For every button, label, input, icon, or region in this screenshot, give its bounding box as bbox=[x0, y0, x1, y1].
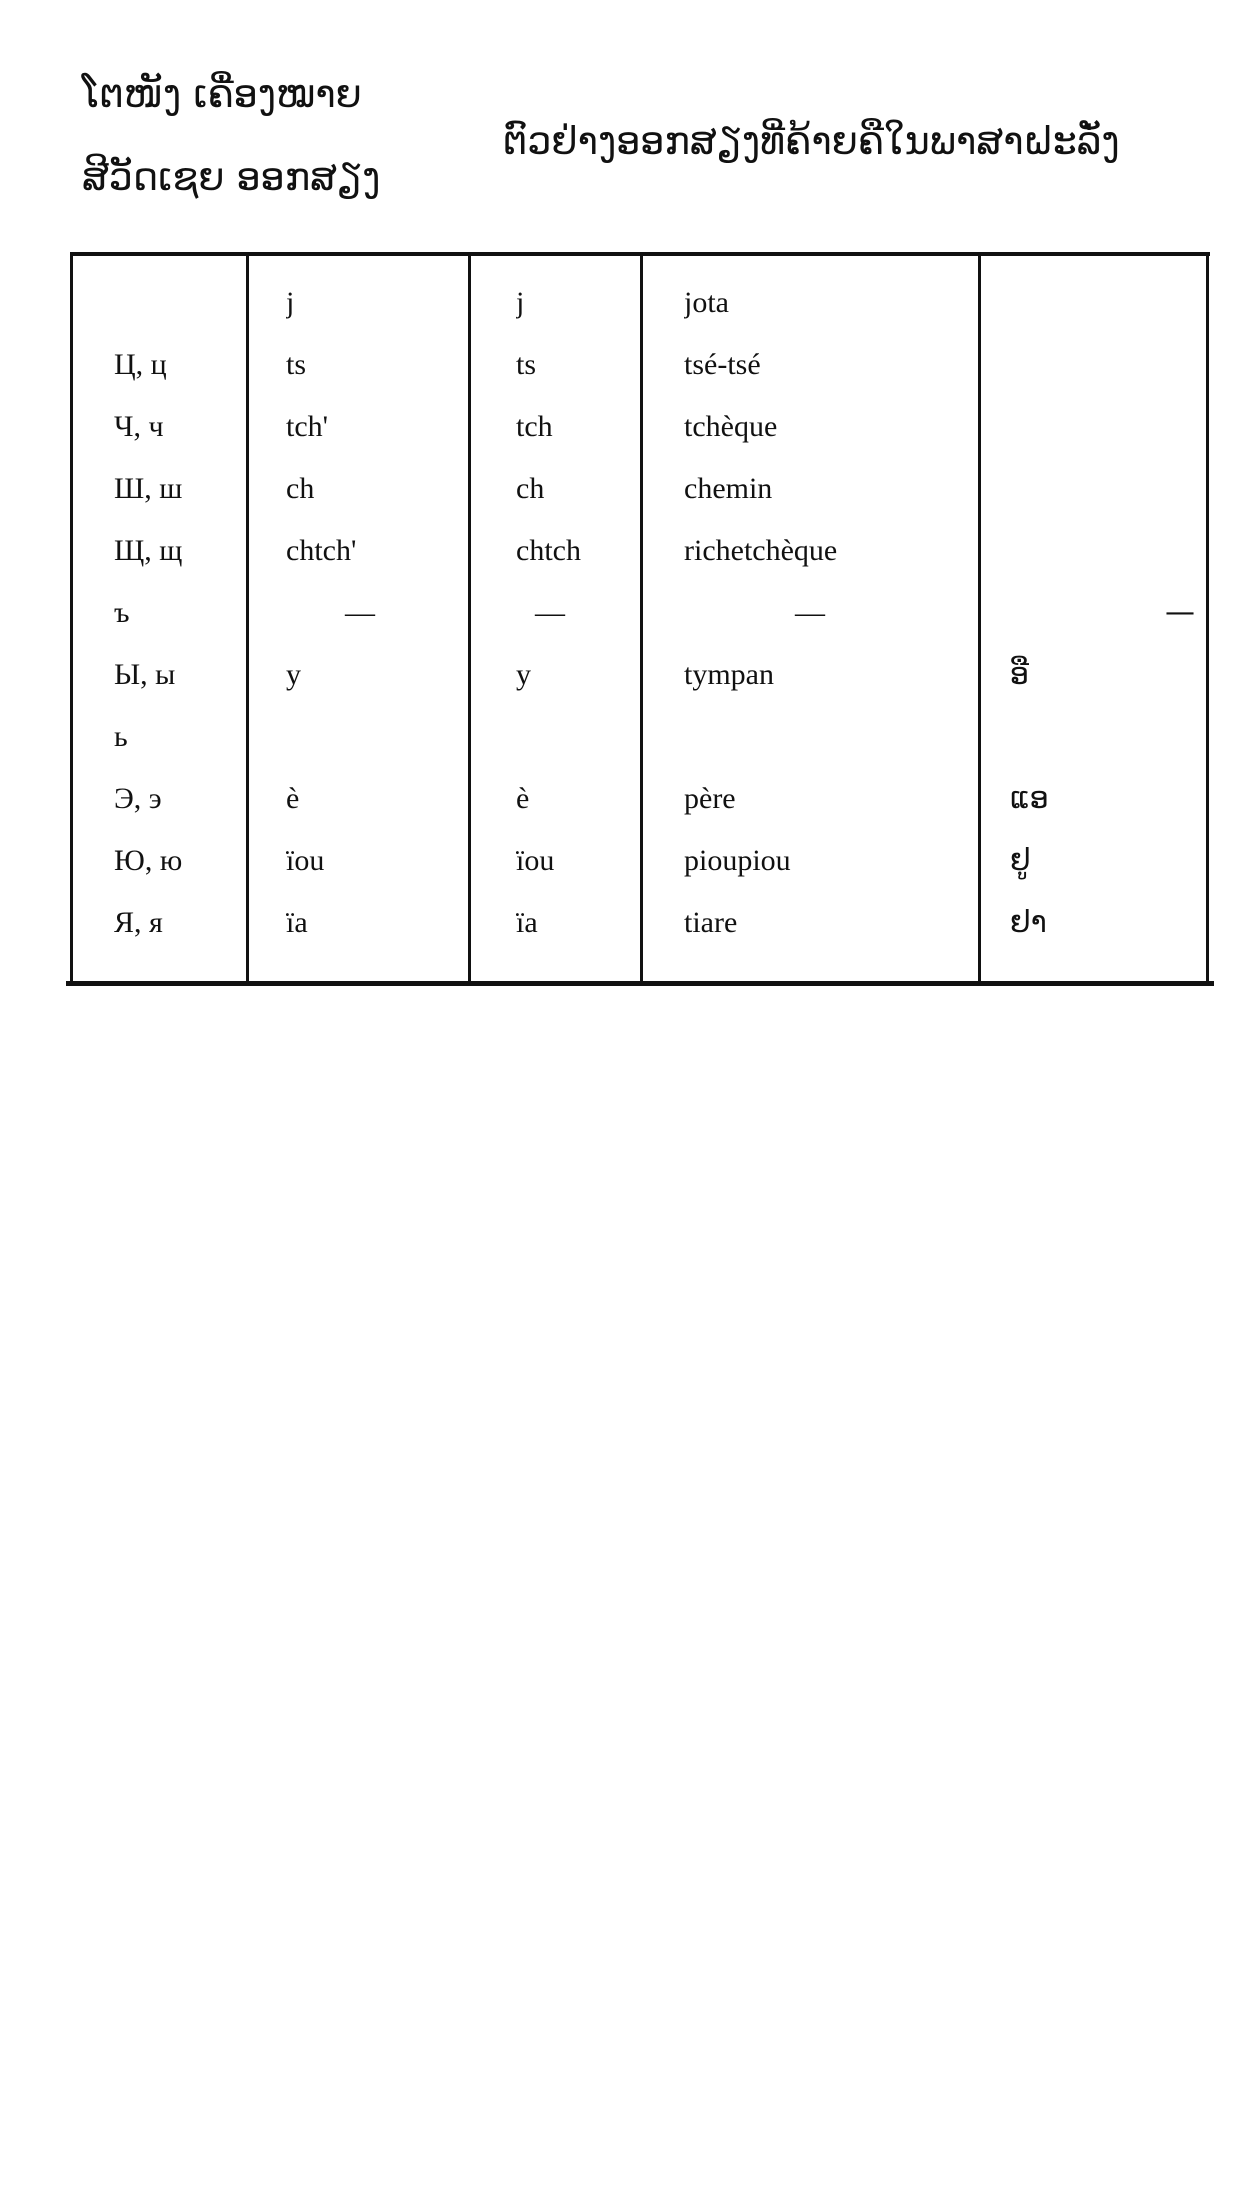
cyrillic-letter: Я, я bbox=[114, 906, 163, 939]
french-example bbox=[684, 706, 1014, 768]
lao-equivalent bbox=[1010, 458, 1200, 520]
column-heading-letter-and-sign: ໂຕໜັງ ເຄື່ອງໝາຍ bbox=[82, 72, 362, 116]
french-example: chemin bbox=[684, 472, 773, 505]
french-example: tympan bbox=[684, 658, 774, 691]
column-heading-letter-and-sign-line2: ສີວັດເຊຍ ອອກສຽງ bbox=[82, 155, 381, 199]
french-example: jota bbox=[684, 286, 729, 319]
cyrillic-letter: ь bbox=[114, 720, 128, 753]
lao-equivalent bbox=[1010, 706, 1200, 768]
lao-equivalent bbox=[1010, 272, 1200, 334]
french-example: pioupiou bbox=[684, 844, 791, 877]
french-example: père bbox=[684, 782, 736, 815]
cyrillic-letter: Ы, ы bbox=[114, 658, 176, 691]
transliteration-1: è bbox=[286, 782, 300, 815]
cyrillic-letter: Э, э bbox=[114, 782, 162, 815]
french-example: richetchèque bbox=[684, 534, 838, 567]
transliteration-1: ts bbox=[286, 348, 307, 381]
column-heading-french-example: ຕົວຢ່າງອອກສຽງທີ່ຄ້າຍຄືໃນພາສາຝະລັ່ງ bbox=[503, 119, 1120, 163]
french-example: tchèque bbox=[684, 410, 778, 443]
french-example: tsé-tsé bbox=[684, 348, 761, 381]
transliteration-1 bbox=[286, 706, 496, 768]
cyrillic-letter: Ц, ц bbox=[114, 348, 167, 381]
transliteration-1: ïa bbox=[286, 906, 308, 939]
cyrillic-letter: Ю, ю bbox=[114, 844, 183, 877]
cyrillic-letter: Ш, ш bbox=[114, 472, 183, 505]
lao-equivalent: — bbox=[1165, 595, 1195, 630]
table-row bbox=[70, 706, 1210, 768]
table-bottom-rule bbox=[66, 981, 1214, 986]
table-row bbox=[70, 396, 1210, 458]
transliteration-1: j bbox=[286, 286, 295, 319]
table-row bbox=[70, 644, 1210, 706]
cyrillic-letter: Щ, щ bbox=[114, 534, 183, 567]
table-row bbox=[70, 272, 1210, 334]
transliteration-1: chtch' bbox=[286, 534, 357, 567]
table-row bbox=[70, 458, 1210, 520]
lao-equivalent: ຢູ bbox=[1010, 843, 1031, 878]
lao-equivalent bbox=[1010, 334, 1200, 396]
table-header bbox=[0, 0, 1260, 240]
transliteration-2: chtch bbox=[516, 534, 581, 567]
transliteration-2: ïou bbox=[516, 844, 555, 877]
transliteration-2 bbox=[516, 706, 686, 768]
cyrillic-letter: ъ bbox=[114, 596, 130, 629]
lao-equivalent bbox=[1010, 396, 1200, 458]
table-row bbox=[70, 334, 1210, 396]
transliteration-1: ch bbox=[286, 472, 315, 505]
table-row bbox=[70, 892, 1210, 954]
transliteration-2: — bbox=[535, 596, 565, 629]
transliteration-2: tch bbox=[516, 410, 553, 443]
transliteration-2: è bbox=[516, 782, 530, 815]
table-row bbox=[70, 520, 1210, 582]
french-example: — bbox=[795, 596, 825, 629]
transliteration-2: ts bbox=[516, 348, 537, 381]
table-row bbox=[70, 582, 1210, 644]
lao-equivalent bbox=[1010, 520, 1200, 582]
transliteration-1: — bbox=[345, 596, 375, 629]
table-row bbox=[70, 768, 1210, 830]
transliteration-2: y bbox=[516, 658, 531, 691]
cyrillic-letter bbox=[114, 272, 264, 334]
cyrillic-letter: Ч, ч bbox=[114, 410, 164, 443]
transliteration-2: ïa bbox=[516, 906, 538, 939]
lao-equivalent: ອື bbox=[1010, 657, 1029, 692]
transliteration-table bbox=[70, 252, 1210, 987]
french-example: tiare bbox=[684, 906, 738, 939]
transliteration-1: y bbox=[286, 658, 301, 691]
table-row bbox=[70, 830, 1210, 892]
transliteration-1: ïou bbox=[286, 844, 325, 877]
table-body bbox=[70, 272, 1210, 954]
lao-equivalent: ຢາ bbox=[1010, 905, 1047, 940]
transliteration-2: ch bbox=[516, 472, 545, 505]
transliteration-2: j bbox=[516, 286, 525, 319]
transliteration-1: tch' bbox=[286, 410, 329, 443]
lao-equivalent: ແອ bbox=[1010, 781, 1049, 816]
